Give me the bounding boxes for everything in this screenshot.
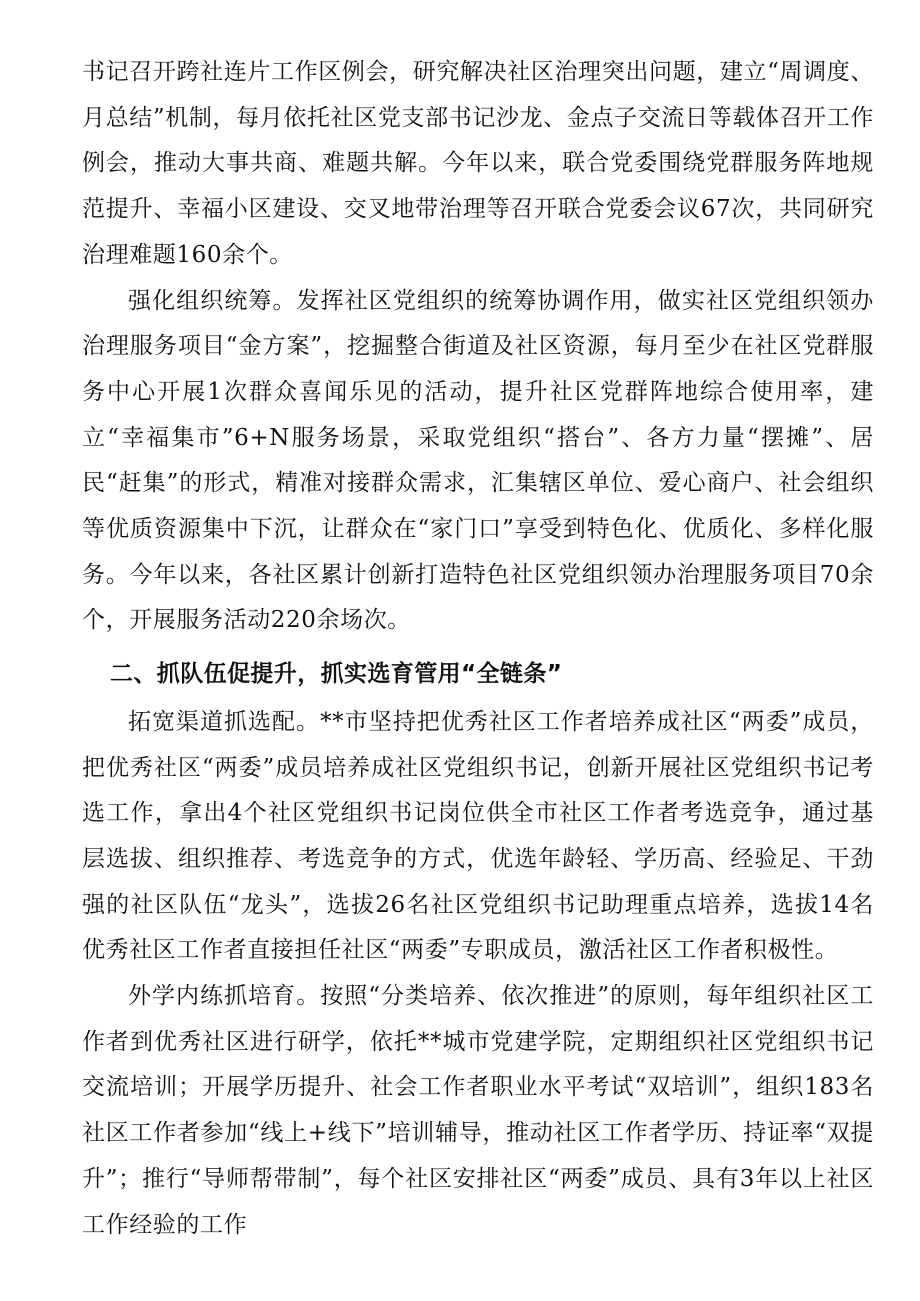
section-heading-2: 二、抓队伍促提升，抓实选育管用“全链条” xyxy=(110,661,563,688)
paragraph-training: 外学内练抓培育。按照“分类培养、依次推进”的原则，每年组织社区工作者到优秀社区进行研学，依托**城市党建学院，定期组织社区党组织书记交流培训；开展学历提升、社会工作者职业水平考试“双培训”，组织183名社区工作者参加“线上+线下”培训辅导，推动社区工作者学历、持证率“双提升”；推行“导师帮带制”，每个社区安排社区“两委”成员、具有3年以上社区工作经验的工作 xyxy=(82,983,874,1238)
document-page xyxy=(82,50,874,1248)
paragraph-organization-coordination: 强化组织统筹。发挥社区党组织的统筹协调作用，做实社区党组织领办治理服务项目“金方案”，挖掘整合街道及社区资源，每月至少在社区党群服务中心开展1次群众喜闻乐见的活动，提升社区党群阵地综合使用率，建立“幸福集市”6+N服务场景，采取党组织“搭台”、各方力量“摆摊”、居民“赶集”的形式，精准对接群众需求，汇集辖区单位、爱心商户、社会组织等优质资源集中下沉，让群众在“家门口”享受到特色化、优质化、多样化服务。今年以来，各社区累计创新打造特色社区党组织领办治理服务项目70余个，开展服务活动220余场次。 xyxy=(82,287,874,634)
paragraph-continued: 书记召开跨社连片工作区例会，研究解决社区治理突出问题，建立“周调度、月总结”机制，每月依托社区党支部书记沙龙、金点子交流日等载体召开工作例会，推动大事共商、难题共解。今年以来，联合党委围绕党群服务阵地规范提升、幸福小区建设、交叉地带治理等召开联合党委会议67次，共同研究治理难题160余个。 xyxy=(82,59,874,268)
paragraph-selection: 拓宽渠道抓选配。**市坚持把优秀社区工作者培养成社区“两委”成员，把优秀社区“两委”成员培养成社区党组织书记，创新开展社区党组织书记考选工作，拿出4个社区党组织书记岗位供全市社区工作者考选竞争，通过基层选拔、组织推荐、考选竞争的方式，优选年龄轻、学历高、经验足、干劲强的社区队伍“龙头”，选拔26名社区党组织书记助理重点培养，选拔14名优秀社区工作者直接担任社区“两委”专职成员，激活社区工作者积极性。 xyxy=(82,708,874,964)
